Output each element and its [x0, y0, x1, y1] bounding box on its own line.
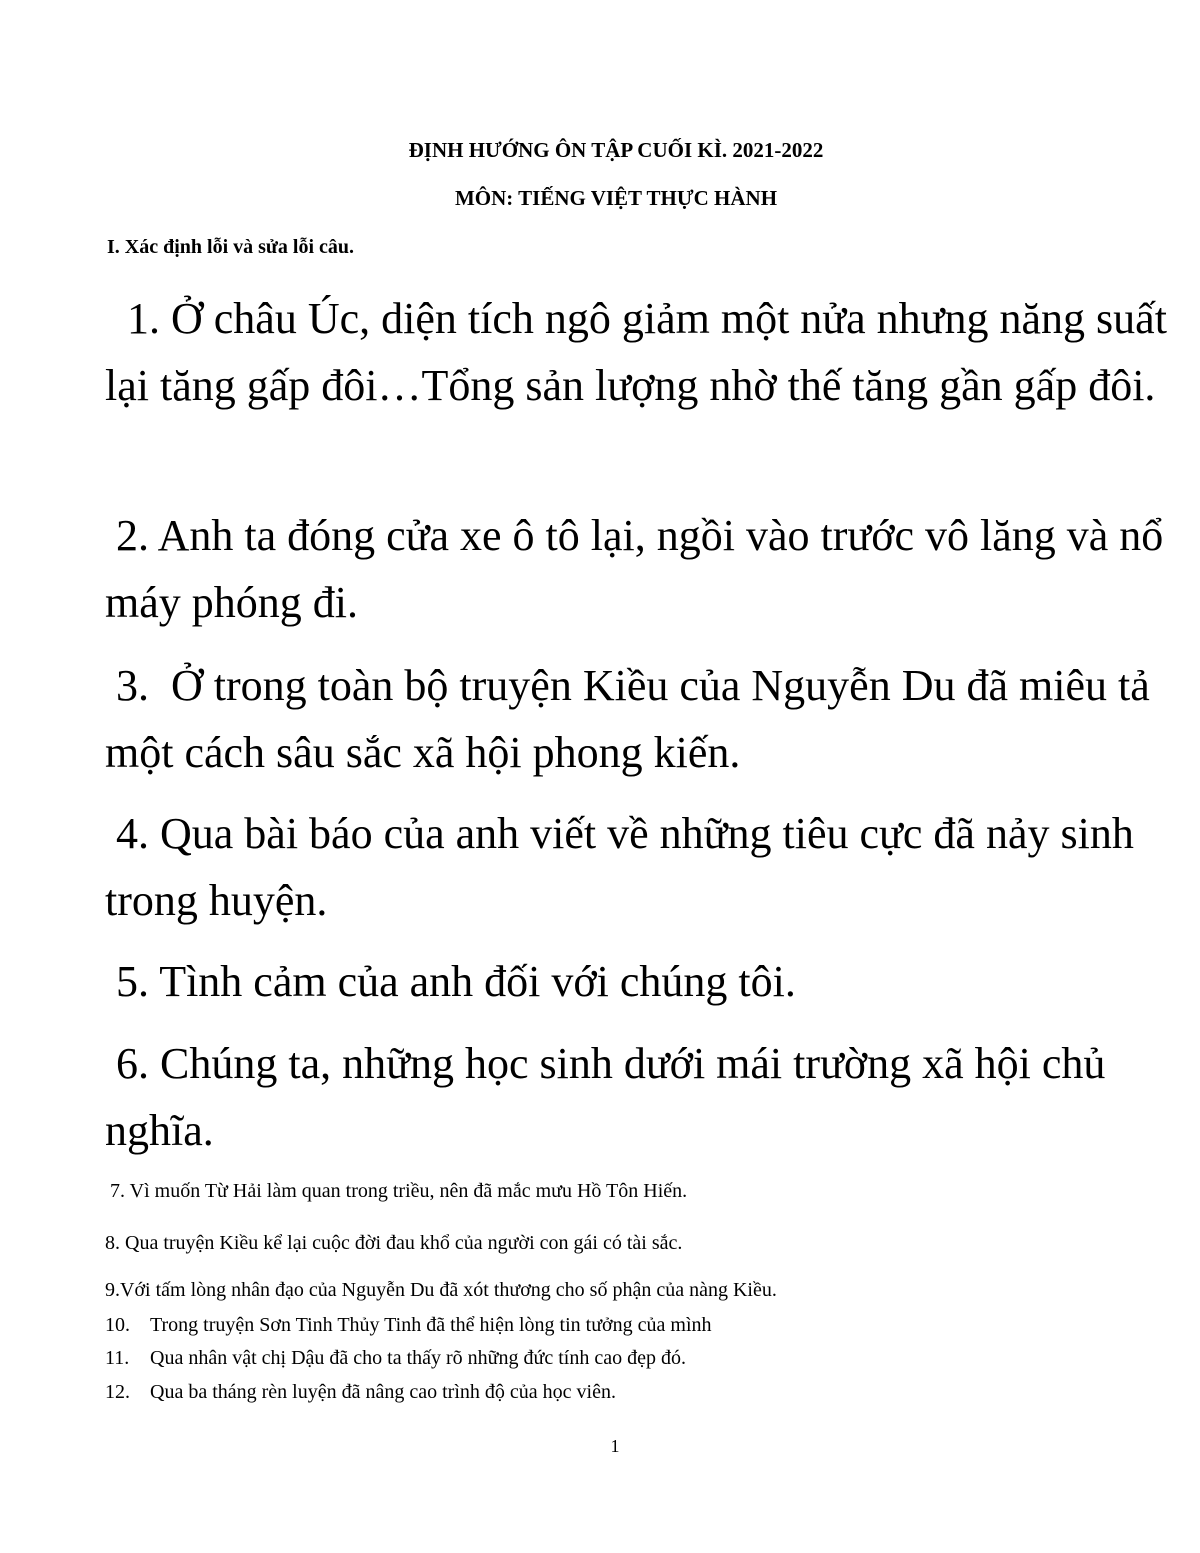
item-text: Qua ba tháng rèn luyện đã nâng cao trình độ của học viên. [150, 1381, 616, 1403]
item-number: 11. [105, 1347, 130, 1369]
exercise-item-6: 6. Chúng ta, những học sinh dưới mái trường xã hội chủ nghĩa. [105, 1039, 1117, 1155]
exercise-item-1: 1. Ở châu Úc, diện tích ngô giảm một nửa nhưng năng suất lại tăng gấp đôi…Tổng sản lượng nhờ thế tăng gần gấp đôi. [105, 294, 1178, 410]
page-number: 1 [610, 1436, 620, 1456]
section-heading: I. Xác định lỗi và sửa lỗi câu. [107, 236, 355, 258]
item-number: 12. [105, 1381, 130, 1403]
exercise-item-11 [105, 1347, 686, 1370]
exercise-item-2: 2. Anh ta đóng cửa xe ô tô lại, ngồi vào trước vô lăng và nổ máy phóng đi. [105, 511, 1175, 627]
exercise-item-12 [105, 1381, 616, 1404]
document-title: ĐỊNH HƯỚNG ÔN TẬP CUỐI KÌ. 2021-2022 [408, 138, 824, 162]
exercise-item-3: 3. Ở trong toàn bộ truyện Kiều của Nguyễn Du đã miêu tả một cách sâu sắc xã hội phong kiến. [105, 661, 1161, 777]
item-text: Trong truyện Sơn Tinh Thủy Tinh đã thể hiện lòng tin tưởng của mình [150, 1314, 712, 1336]
subject-title: MÔN: TIẾNG VIỆT THỰC HÀNH [454, 186, 778, 210]
item-number: 10. [105, 1314, 130, 1336]
exercise-item-8: 8. Qua truyện Kiều kể lại cuộc đời đau khổ của người con gái có tài sắc. [105, 1232, 683, 1254]
exercise-item-4: 4. Qua bài báo của anh viết về những tiêu cực đã nảy sinh trong huyện. [105, 809, 1145, 925]
exercise-item-9: 9.Với tấm lòng nhân đạo của Nguyễn Du đã xót thương cho số phận của nàng Kiều. [105, 1279, 777, 1301]
exercise-item-10 [105, 1314, 712, 1337]
exercise-item-7: 7. Vì muốn Từ Hải làm quan trong triều, nên đã mắc mưu Hồ Tôn Hiến. [105, 1180, 688, 1202]
item-text: Qua nhân vật chị Dậu đã cho ta thấy rõ những đức tính cao đẹp đó. [150, 1347, 686, 1369]
exercise-item-5: 5. Tình cảm của anh đối với chúng tôi. [105, 957, 796, 1006]
